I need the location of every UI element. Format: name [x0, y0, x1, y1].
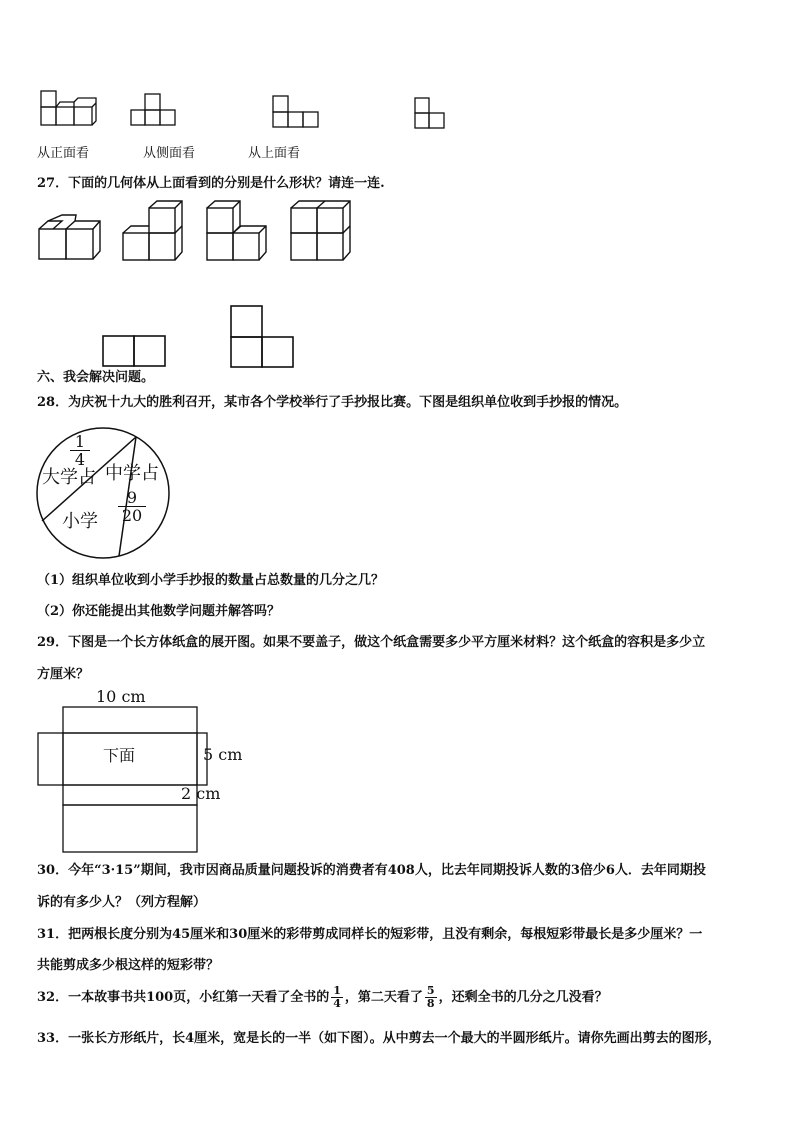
question-30-line2: 诉的有多少人？（列方程解） [37, 895, 207, 910]
question-32-part1: 32．一本故事书共100页，小红第一天看了全书的 [37, 990, 330, 1005]
question-33-line1: 33．一张长方形纸片，长4厘米，宽是长的一半（如下图）。从中剪去一个最大的半圆形纸片。请你先画出剪去的图形， [37, 1031, 721, 1046]
solid-figure-4 [290, 200, 352, 262]
fraction-1-numerator: 1 [333, 984, 341, 997]
question-30-line1: 30．今年“3·15”期间，我市因商品质量问题投诉的消费者有408人，比去年同期投诉人数的3倍少6人．去年同期投 [37, 863, 706, 878]
view-label-top: 从上面看 [248, 146, 301, 161]
solid-figure-3 [206, 200, 268, 262]
fraction-one-quarter [331, 985, 343, 1010]
question-28-text: 28．为庆祝十九大的胜利召开，某市各个学校举行了手抄报比赛。下图是组织单位收到手抄报的情况。 [37, 395, 628, 410]
question-29-line2: 方厘米？ [37, 667, 90, 682]
box-net-diagram [38, 706, 208, 854]
fraction-2-numerator: 5 [426, 984, 435, 997]
solid-figure-1 [38, 215, 102, 261]
question-31-line1: 31．把两根长度分别为45厘米和30厘米的彩带剪成同样长的短彩带，且没有剩余，每根短彩带最长是多少厘米？一 [37, 927, 703, 942]
dim-width-label: 5 cm [203, 745, 243, 764]
dim-height-label: 2 cm [181, 784, 221, 803]
top-shape-option-2[interactable] [230, 305, 294, 368]
view-label-side: 从侧面看 [143, 146, 196, 161]
fraction-1-denominator: 4 [333, 997, 341, 1010]
side-view-figure [130, 93, 176, 127]
pie-university-numerator: 1 [70, 433, 90, 451]
view-label-front: 从正面看 [37, 146, 90, 161]
solid-figure-2 [122, 200, 184, 262]
question-32-part2: ，第二天看了 [344, 990, 423, 1005]
bottom-face-label: 下面 [103, 746, 136, 765]
question-27-text: 27．下面的几何体从上面看到的分别是什么形状？请连一连. [37, 176, 385, 191]
pie-middle-label: 中学占 [105, 463, 159, 484]
question-28-sub2: （2）你还能提出其他数学问题并解答吗？ [37, 604, 281, 619]
top-view-figure [272, 95, 320, 129]
pie-middle-fraction [118, 489, 146, 524]
dim-length-label: 10 cm [96, 687, 146, 706]
section-heading: 六、我会解决问题。 [37, 370, 155, 385]
question-31-line2: 共能剪成多少根这样的短彩带？ [37, 958, 220, 973]
front-view-figure [40, 88, 100, 128]
fraction-five-eighths [425, 985, 437, 1010]
pie-university-fraction [70, 433, 90, 468]
fraction-2-denominator: 8 [426, 997, 435, 1010]
pie-chart [36, 426, 172, 560]
pie-primary-label: 小学 [62, 511, 98, 532]
question-28-sub1: （1）组织单位收到小学手抄报的数量占总数量的几分之几？ [37, 573, 385, 588]
pie-middle-denominator: 20 [121, 506, 143, 525]
pie-middle-numerator: 9 [118, 489, 146, 507]
pie-university-label: 大学占 [42, 467, 96, 488]
question-29-line1: 29．下图是一个长方体纸盒的展开图。如果不要盖子，做这个纸盒需要多少平方厘米材料？这个纸盒的容积是多少立 [37, 635, 706, 650]
question-32-text [37, 985, 608, 1011]
pie-university-denominator: 4 [74, 450, 86, 469]
extra-view-figure [414, 97, 446, 131]
top-shape-option-1[interactable] [102, 335, 166, 367]
question-32-part3: ，还剩全书的几分之几没看？ [438, 990, 608, 1005]
